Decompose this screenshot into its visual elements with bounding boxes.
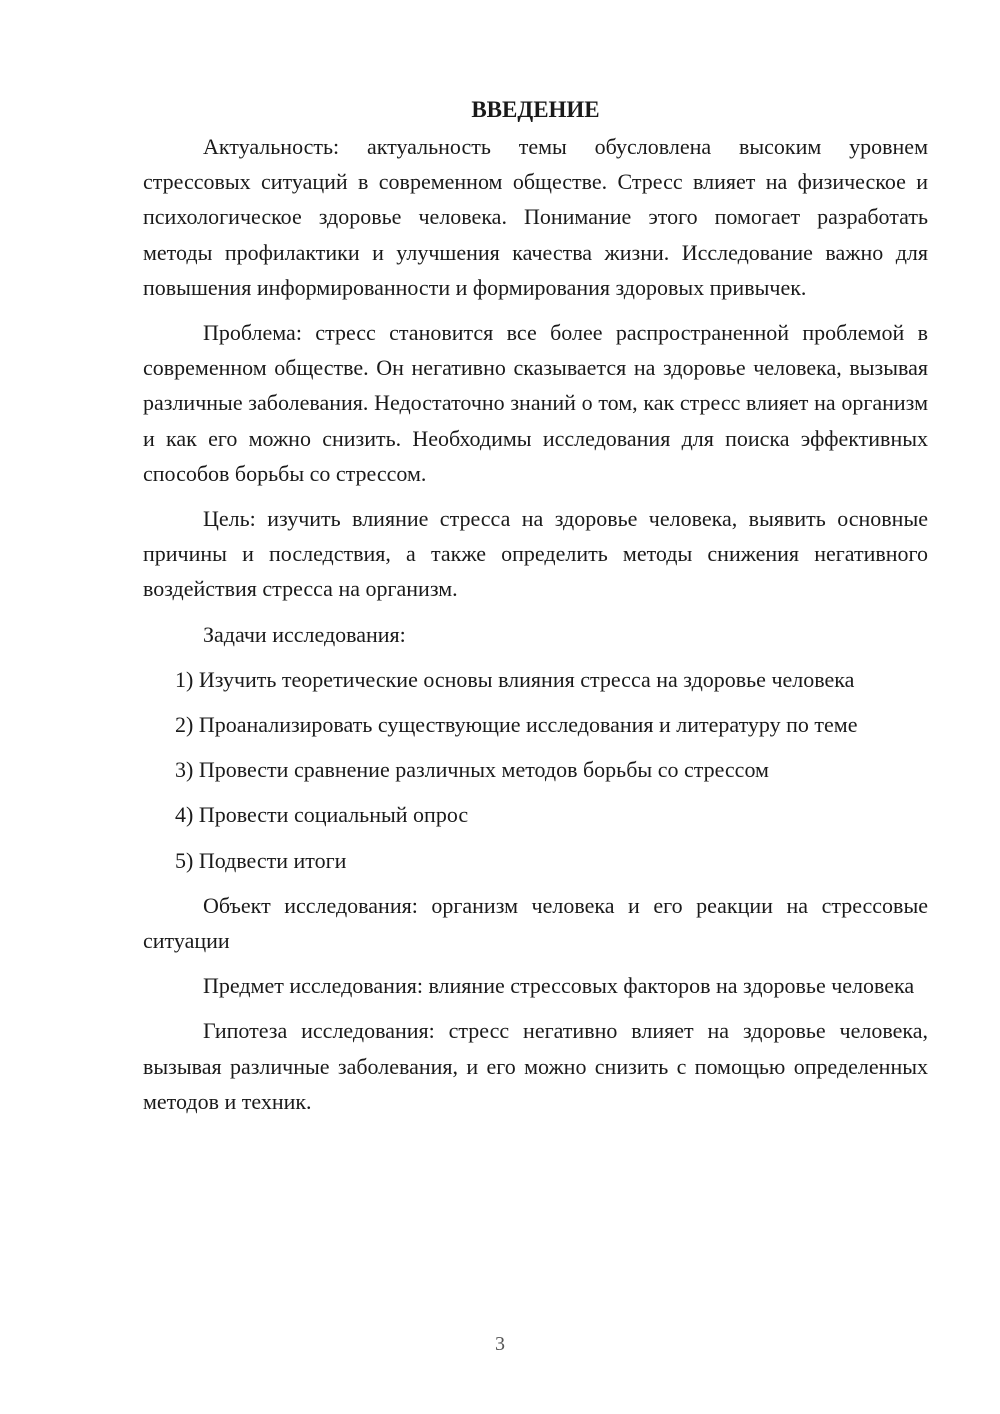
task-item-3: 3) Провести сравнение различных методов борьбы со стрессом (175, 757, 769, 783)
goal-paragraph: Цель: изучить влияние стресса на здоровье человека, выявить основные причины и последствия, а также определить методы снижения негативного воздействия стресса на организм. (143, 506, 928, 602)
task-item-2: 2) Проанализировать существующие исследования и литературу по теме (175, 712, 858, 738)
object-paragraph: Объект исследования: организм человека и его реакции на стрессовые ситуации (143, 892, 928, 954)
page-title: ВВЕДЕНИЕ (471, 97, 600, 122)
page-number: 3 (495, 1333, 505, 1355)
document-page (143, 92, 928, 1129)
tasks-heading: Задачи исследования: (203, 621, 406, 647)
relevance-paragraph: Актуальность: актуальность темы обусловлена высоким уровнем стрессовых ситуаций в современном обществе. Стресс влияет на физическое и психологическое здоровье человека. Понимание этого помогает разработать методы профилактики и улучшения качества жизни. Исследование важно для повышения информированности и формирования здоровых привычек. (143, 134, 928, 300)
subject-paragraph: Предмет исследования: влияние стрессовых факторов на здоровье человека (203, 973, 915, 999)
task-item-5: 5) Подвести итоги (175, 847, 347, 873)
tasks-list (143, 662, 928, 878)
problem-paragraph: Проблема: стресс становится все более распространенной проблемой в современном обществе. Он негативно сказывается на здоровье человека, вызывая различные заболевания. Недостаточно знаний о том, как стресс влияет на организм и как его можно снизить. Необходимы исследования для поиска эффективных способов борьбы со стрессом. (143, 320, 928, 486)
hypothesis-paragraph: Гипотеза исследования: стресс негативно влияет на здоровье человека, вызывая различные заболевания, и его можно снизить с помощью определенных методов и техник. (143, 1018, 928, 1114)
task-item-1: 1) Изучить теоретические основы влияния стресса на здоровье человека (175, 666, 855, 692)
task-item-4: 4) Провести социальный опрос (175, 802, 469, 828)
